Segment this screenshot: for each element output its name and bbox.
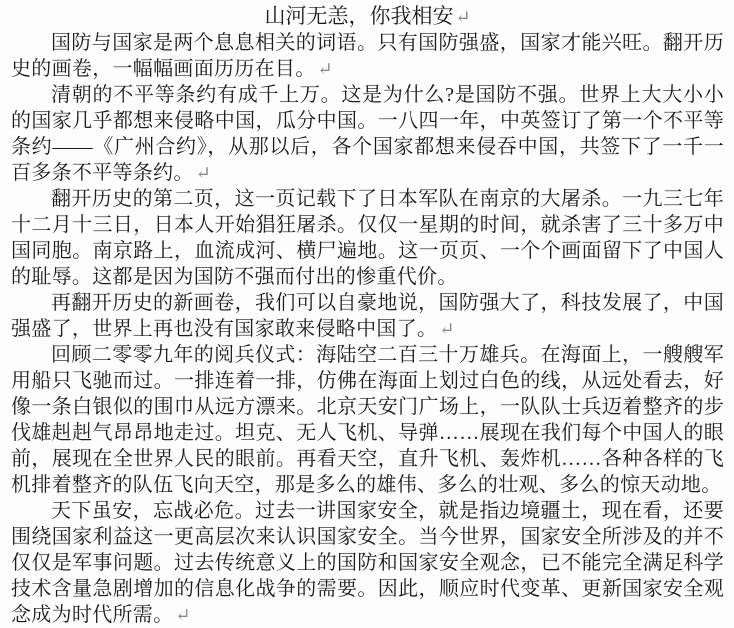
paragraph: 回顾二零零九年的阅兵仪式：海陆空二百三十万雄兵。在海面上，一艘艘军用船只飞驰而过。一排连着一排，仿佛在海面上划过白色的线，从远处看去，好像一条白银似的围巾从远方漂来。北京天安门广场上，一队队士兵迈着整齐的步伐雄赳赳气昂昂地走过。坦克、无人飞机、导弹……展现在我们每个中国人的眼前，展现在全世界人民的眼前。再看天空，直升飞机、轰炸机……各种各样的飞机排着整齐的队伍飞向天空，那是多么的雄伟、多么的壮观、多么的惊天动地。: [11, 344, 724, 496]
paragraph-mark-icon: ↵: [439, 319, 455, 339]
paragraph: 再翻开历史的新画卷，我们可以自豪地说，国防强大了，科技发展了，中国强盛了，世界上再也没有国家敢来侵略中国了。 ↵: [11, 292, 724, 340]
document-body: [11, 30, 724, 628]
paragraph-mark-icon: ↵: [195, 163, 211, 183]
paragraph-mark-icon: ↵: [317, 59, 333, 79]
page-title: [11, 3, 724, 30]
paragraph: 国防与国家是两个息息相关的词语。只有国防强盛，国家才能兴旺。翻开历史的画卷，一幅幅画面历历在目。 ↵: [11, 32, 724, 80]
paragraph-mark-icon: ↵: [455, 7, 471, 27]
paragraph: 清朝的不平等条约有成千上万。这是为什么?是国防不强。世界上大大小小的国家几乎都想来侵略中国，瓜分中国。一八四一年，中英签订了第一个不平等条约——《广州合约》，从那以后，各个国家都想来侵吞中国，共签下了一千一百多条不平等条约。 ↵: [11, 84, 724, 184]
paragraph-mark-icon: ↵: [175, 605, 191, 625]
paragraph: 天下虽安，忘战必危。过去一讲国家安全，就是指边境疆土，现在看，还要围绕国家利益这一更高层次来认识国家安全。当今世界，国家安全所涉及的并不仅仅是军事问题。过去传统意义上的国防和国家安全观念，已不能完全满足科学技术含量急剧增加的信息化战争的需要。因此，顺应时代变革、更新国家安全观念成为时代所需。 ↵: [11, 500, 724, 626]
paragraph: 翻开历史的第二页，这一页记载下了日本军队在南京的大屠杀。一九三七年十二月十三日，日本人开始猖狂屠杀。仅仅一星期的时间，就杀害了三十多万中国同胞。南京路上，血流成河、横尸遍地。这一页页、一个个画面留下了中国人的耻辱。这都是因为国防不强而付出的惨重代价。: [11, 188, 724, 288]
title-text: 山河无恙，你我相安: [264, 4, 454, 28]
